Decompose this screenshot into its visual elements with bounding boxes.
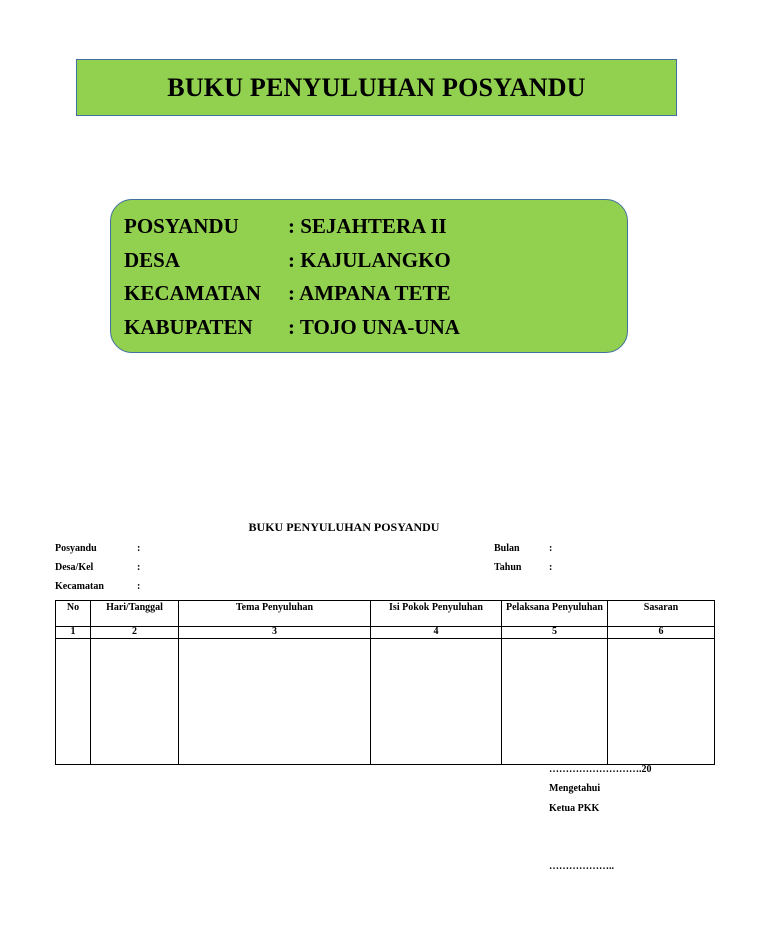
table-cell[interactable] — [502, 639, 608, 765]
col-number: 1 — [56, 627, 91, 639]
info-row-kabupaten — [124, 311, 627, 345]
table-cell[interactable] — [179, 639, 371, 765]
table-header-row — [56, 601, 715, 627]
table-number-row — [56, 627, 715, 639]
col-number: 4 — [371, 627, 502, 639]
cover-title: BUKU PENYULUHAN POSYANDU — [167, 72, 586, 102]
col-header-sasaran: Sasaran — [608, 601, 715, 627]
field-colon: : — [137, 543, 141, 554]
signature-acknowledge: Mengetahui — [549, 783, 601, 794]
info-value: : AMPANA TETE — [288, 281, 451, 305]
signature-date-line: ……………………….20 — [549, 764, 652, 775]
info-row-desa — [124, 244, 627, 278]
col-header-hari-tanggal: Hari/Tanggal — [91, 601, 179, 627]
field-label: Bulan — [494, 543, 520, 554]
field-label: Tahun — [494, 562, 522, 573]
field-colon: : — [549, 543, 553, 554]
field-label: Desa/Kel — [55, 562, 94, 573]
table-cell[interactable] — [371, 639, 502, 765]
penyuluhan-table — [55, 600, 715, 765]
info-value: : KAJULANGKO — [288, 247, 451, 272]
col-number: 2 — [91, 627, 179, 639]
info-value: : TOJO UNA-UNA — [288, 314, 460, 339]
table-cell[interactable] — [56, 639, 91, 765]
field-colon: : — [549, 562, 553, 573]
col-header-no: No — [56, 601, 91, 627]
col-header-tema: Tema Penyuluhan — [179, 601, 371, 627]
field-label: Kecamatan — [55, 581, 104, 592]
info-value: : SEJAHTERA II — [288, 214, 447, 238]
signature-role: Ketua PKK — [549, 803, 600, 814]
info-row-kecamatan — [124, 277, 627, 311]
col-header-isi-pokok: Isi Pokok Penyuluhan — [371, 601, 502, 627]
info-label: KABUPATEN — [124, 314, 253, 339]
field-colon: : — [137, 562, 141, 573]
col-number: 5 — [502, 627, 608, 639]
signature-name-line: ……………….. — [549, 861, 614, 872]
field-colon: : — [137, 581, 141, 592]
field-label: Posyandu — [55, 543, 97, 554]
cover-info-box — [110, 199, 628, 353]
form-title: BUKU PENYULUHAN POSYANDU — [248, 520, 440, 534]
col-header-pelaksana: Pelaksana Penyuluhan — [502, 601, 608, 627]
table-cell[interactable] — [91, 639, 179, 765]
table-row — [56, 639, 715, 765]
col-number: 3 — [179, 627, 371, 639]
info-label: POSYANDU — [124, 214, 239, 238]
col-number: 6 — [608, 627, 715, 639]
cover-title-box — [76, 59, 677, 116]
info-row-posyandu — [124, 210, 627, 244]
info-label: KECAMATAN — [124, 281, 261, 305]
info-label: DESA — [124, 247, 181, 272]
table-cell[interactable] — [608, 639, 715, 765]
